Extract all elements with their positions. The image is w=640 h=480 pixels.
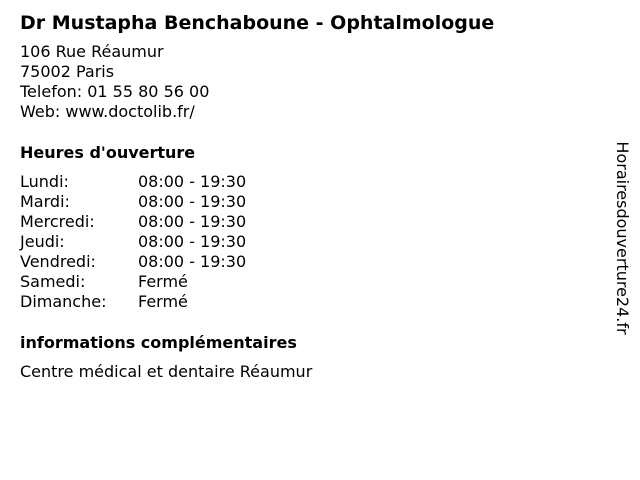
hours-row-tuesday bbox=[20, 192, 580, 212]
site-brand-watermark: Horairesdouverture24.fr bbox=[613, 141, 632, 335]
page-title: Dr Mustapha Benchaboune - Ophtalmologue bbox=[20, 12, 495, 34]
hours-value: 08:00 - 19:30 bbox=[138, 212, 247, 231]
day-label: Dimanche: bbox=[20, 292, 107, 311]
website-link[interactable]: Web: www.doctolib.fr/ bbox=[20, 102, 195, 121]
additional-info-text: Centre médical et dentaire Réaumur bbox=[20, 362, 313, 381]
hours-value: 08:00 - 19:30 bbox=[138, 192, 247, 211]
hours-row-wednesday bbox=[20, 212, 580, 232]
phone-number: Telefon: 01 55 80 56 00 bbox=[20, 82, 210, 101]
day-label: Jeudi: bbox=[20, 232, 65, 251]
hours-value: Fermé bbox=[138, 272, 188, 291]
hours-value: 08:00 - 19:30 bbox=[138, 252, 247, 271]
hours-value: 08:00 - 19:30 bbox=[138, 172, 247, 191]
address-block bbox=[20, 42, 580, 122]
hours-row-saturday bbox=[20, 272, 580, 292]
business-card bbox=[20, 10, 580, 382]
day-label: Vendredi: bbox=[20, 252, 96, 271]
day-label: Mardi: bbox=[20, 192, 70, 211]
city-address: 75002 Paris bbox=[20, 62, 115, 81]
hours-row-thursday bbox=[20, 232, 580, 252]
hours-row-sunday bbox=[20, 292, 580, 312]
hours-row-friday bbox=[20, 252, 580, 272]
street-address: 106 Rue Réaumur bbox=[20, 42, 164, 61]
additional-info-heading: informations complémentaires bbox=[20, 333, 297, 352]
opening-hours-heading: Heures d'ouverture bbox=[20, 143, 196, 162]
hours-value: 08:00 - 19:30 bbox=[138, 232, 247, 251]
day-label: Lundi: bbox=[20, 172, 69, 191]
day-label: Mercredi: bbox=[20, 212, 95, 231]
hours-value: Fermé bbox=[138, 292, 188, 311]
hours-row-monday bbox=[20, 172, 580, 192]
day-label: Samedi: bbox=[20, 272, 86, 291]
opening-hours-table bbox=[20, 172, 580, 312]
